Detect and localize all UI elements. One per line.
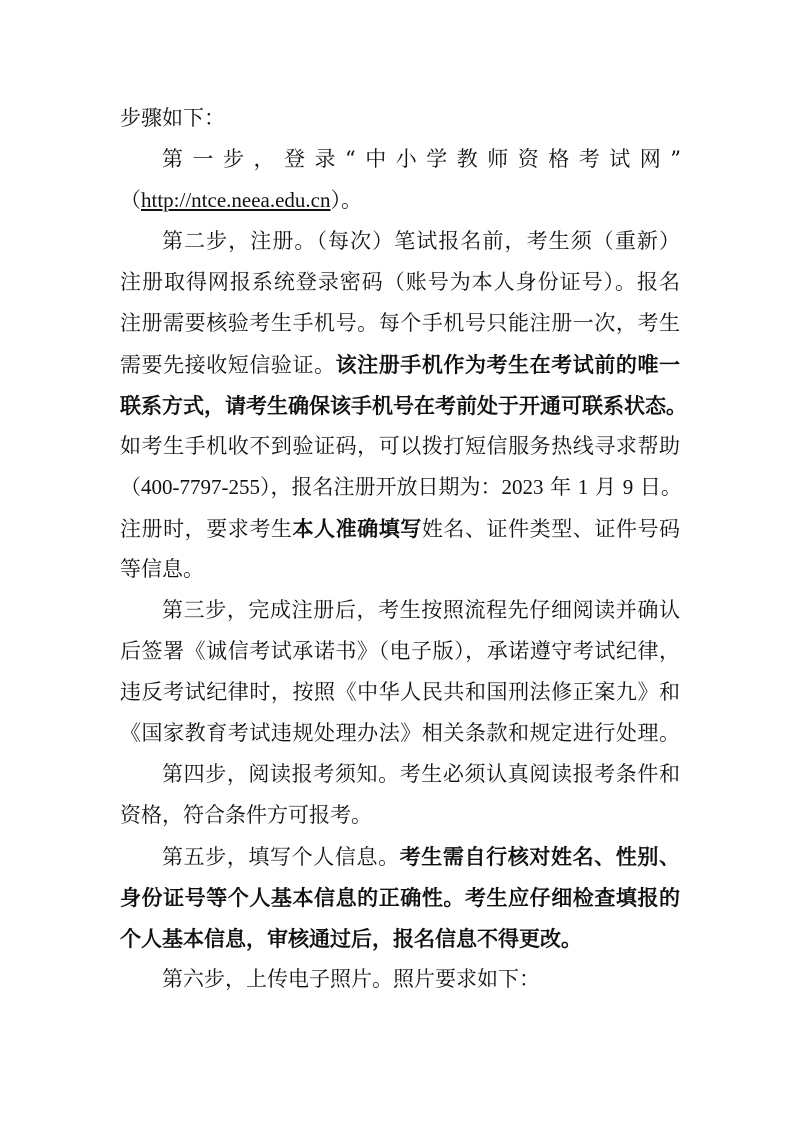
step5-line-1 <box>120 836 680 877</box>
step1-text: 第一步，登录“中小学教师资格考试网” <box>162 147 691 171</box>
step5-emphasis-3: 个人基本信息，审核通过后，报名信息不得更改。 <box>120 926 582 951</box>
step2-text-4: 需要先接收短信验证。 <box>120 353 336 377</box>
step3-text-4: 《国家教育考试违规处理办法》相关条款和规定进行处理。 <box>120 721 680 745</box>
step2-text-2: 注册取得网报系统登录密码（账号为本人身份证号）。报名 <box>120 270 680 294</box>
step4-line-1 <box>120 754 680 795</box>
ntce-website-link[interactable]: http://ntce.neea.edu.cn <box>141 188 331 212</box>
step3-line-3 <box>120 672 680 713</box>
step2-paren-open: （ <box>120 475 141 499</box>
intro-text: 步骤如下： <box>120 106 225 130</box>
step3-text-2: 后签署《诚信考试承诺书》（电子版），承诺遵守考试纪律， <box>120 639 680 663</box>
step5-line-2 <box>120 877 680 918</box>
step4-line-2 <box>120 795 680 836</box>
step2-line-3 <box>120 303 680 344</box>
step2-emphasis-3: 本人准确填写 <box>292 516 422 541</box>
step2-line-8 <box>120 508 680 549</box>
open-year: 2023 <box>501 475 544 499</box>
step2-line-4 <box>120 344 680 385</box>
step2-line-9 <box>120 549 680 590</box>
step3-text-1: 第三步，完成注册后，考生按照流程先仔细阅读并确认 <box>162 598 680 622</box>
step1-paren-open: （ <box>120 188 141 212</box>
intro-line <box>120 98 680 139</box>
step5-line-3 <box>120 918 680 959</box>
step2-line-6 <box>120 426 680 467</box>
step2-text-8b: 姓名、证件类型、证件号码 <box>421 517 681 541</box>
step2-line-1 <box>120 221 680 262</box>
step5-emphasis-2: 身份证号等个人基本信息的正确性。考生应仔细检查填报的 <box>120 885 680 910</box>
step3-line-2 <box>120 631 680 672</box>
step4-text-1: 第四步，阅读报考须知。考生必须认真阅读报考条件和 <box>162 762 680 786</box>
step2-text-1: 第二步，注册。（每次）笔试报名前，考生须（重新） <box>162 229 680 253</box>
step2-emphasis-1: 该注册手机作为考生在考试前的唯一 <box>335 352 681 377</box>
month-unit: 月 <box>588 475 623 499</box>
step3-line-1 <box>120 590 680 631</box>
document-page <box>120 98 691 1000</box>
step5-emphasis-1: 考生需自行核对姓名、性别、 <box>399 844 681 869</box>
step1-line-2 <box>120 180 680 221</box>
step4-text-2: 资格，符合条件方可报考。 <box>120 803 372 827</box>
day-unit: 日。 <box>633 475 682 499</box>
step1-line-1 <box>120 139 691 180</box>
step2-line-7 <box>120 467 680 508</box>
step5-text-1: 第五步，填写个人信息。 <box>162 845 400 869</box>
step2-line-5 <box>120 385 687 426</box>
year-unit: 年 <box>543 475 578 499</box>
step2-line-2 <box>120 262 680 303</box>
step2-text-6: 如考生手机收不到验证码，可以拨打短信服务热线寻求帮助 <box>120 434 680 458</box>
step2-emphasis-2: 联系方式，请考生确保该手机号在考前处于开通可联系状态。 <box>120 393 687 418</box>
step6-line-1 <box>120 959 680 1000</box>
open-day: 9 <box>622 475 634 499</box>
step2-open-date-label: ），报名注册开放日期为： <box>260 475 502 499</box>
step3-text-3: 违反考试纪律时，按照《中华人民共和国刑法修正案九》和 <box>120 680 680 704</box>
step2-text-8a: 注册时，要求考生 <box>120 517 293 541</box>
open-month: 1 <box>577 475 589 499</box>
step2-text-9: 等信息。 <box>120 557 204 581</box>
step6-text-1: 第六步，上传电子照片。照片要求如下： <box>162 967 540 991</box>
step3-line-4 <box>120 713 680 754</box>
hotline-number: 400-7797-255 <box>141 475 260 499</box>
step1-paren-close: ）。 <box>330 188 363 212</box>
step2-text-3: 注册需要核验考生手机号。每个手机号只能注册一次，考生 <box>120 311 680 335</box>
